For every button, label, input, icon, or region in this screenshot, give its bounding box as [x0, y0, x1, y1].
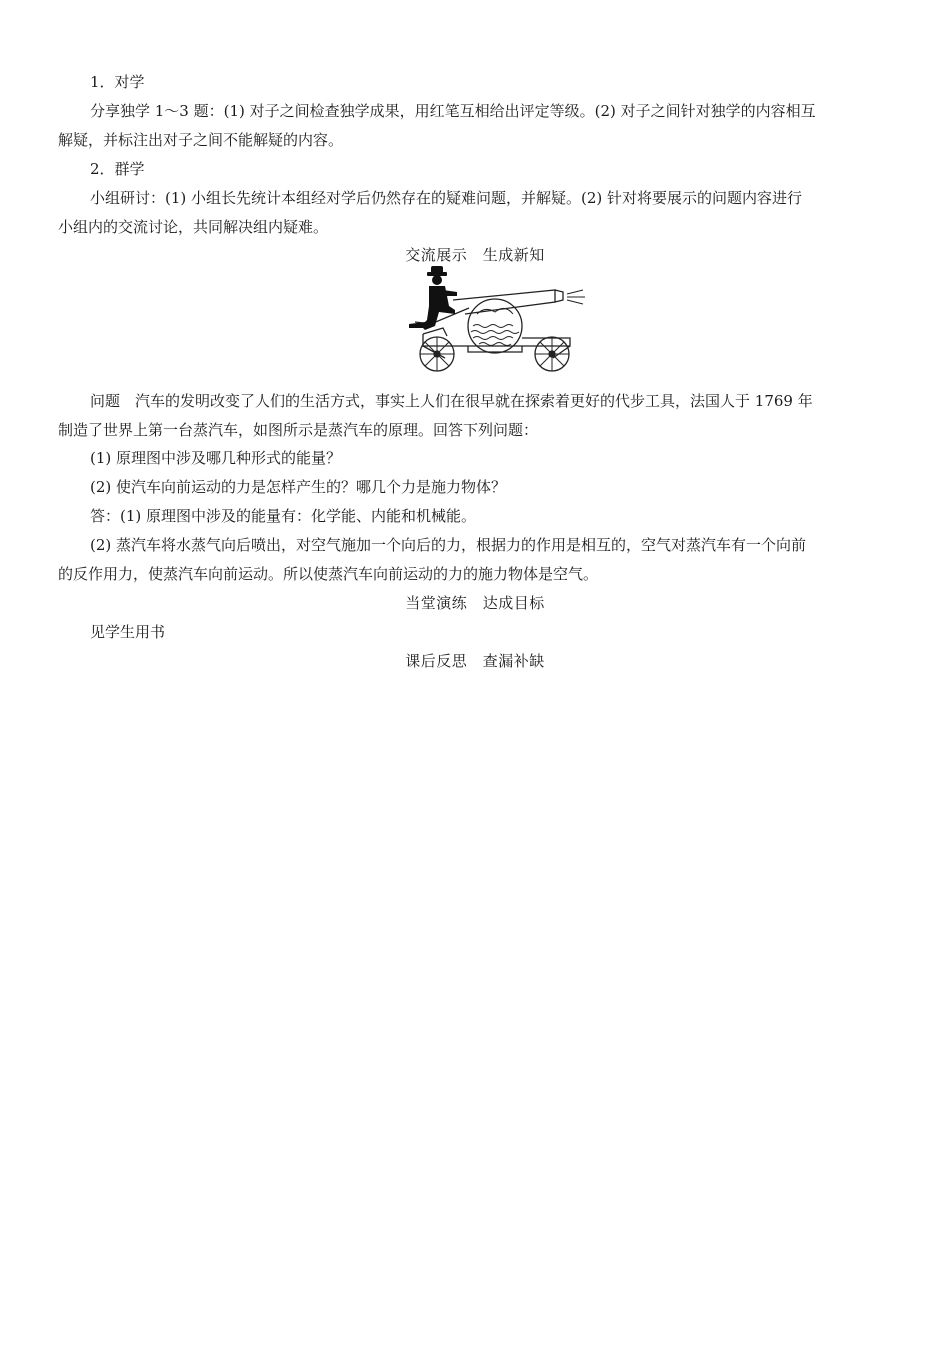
practice-note: 见学生用书 [90, 623, 166, 641]
heading-practice: 当堂演练 达成目标 [405, 594, 545, 612]
problem-line-2: 制造了世界上第一台蒸汽车，如图所示是蒸汽车的原理。回答下列问题： [58, 421, 539, 439]
section-2-line-1: 小组研讨：(1) 小组长先统计本组经对学后仍然存在的疑难问题，并解疑。(2) 针对将要展示的问题内容进行 [90, 189, 803, 207]
heading-reflect: 课后反思 查漏补缺 [405, 652, 545, 670]
question-2: (2) 使汽车向前运动的力是怎样产生的？哪几个力是施力物体？ [90, 478, 507, 496]
section-2-line-2: 小组内的交流讨论，共同解决组内疑难。 [58, 218, 329, 236]
steam-car-diagram-icon [395, 266, 590, 382]
answer-2-line-2: 的反作用力，使蒸汽车向前运动。所以使蒸汽车向前运动的力的施力物体是空气。 [58, 565, 599, 583]
question-1: (1) 原理图中涉及哪几种形式的能量？ [90, 449, 342, 467]
answer-2-line-1: (2) 蒸汽车将水蒸气向后喷出，对空气施加一个向后的力，根据力的作用是相互的，空气对蒸汽车有一个向前 [90, 536, 807, 554]
heading-exchange: 交流展示 生成新知 [405, 246, 545, 264]
section-1-title: 1．对学 [90, 73, 145, 91]
section-2-title: 2．群学 [90, 160, 145, 178]
section-1-line-2: 解疑，并标注出对子之间不能解疑的内容。 [58, 131, 344, 149]
answer-1: 答：(1) 原理图中涉及的能量有：化学能、内能和机械能。 [90, 507, 477, 525]
section-1-line-1: 分享独学 1～3 题：(1) 对子之间检查独学成果，用红笔互相给出评定等级。(2) 对子之间针对独学的内容相互 [90, 102, 816, 120]
problem-line-1: 问题 汽车的发明改变了人们的生活方式，事实上人们在很早就在探索着更好的代步工具，法国人于 1769 年 [90, 392, 813, 410]
